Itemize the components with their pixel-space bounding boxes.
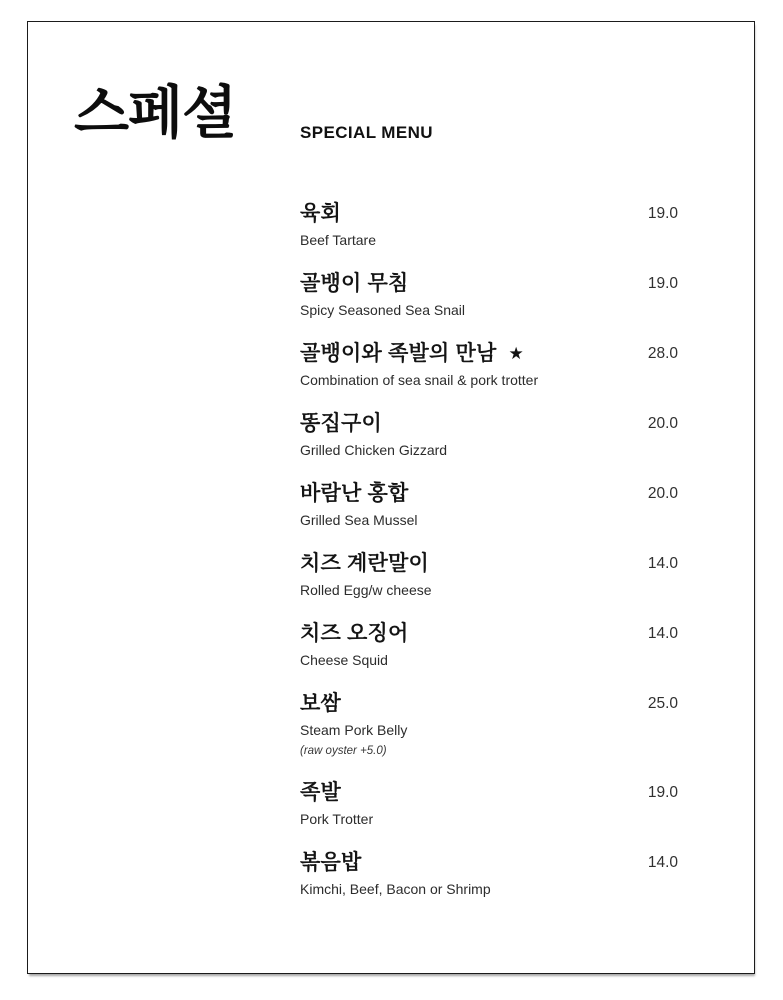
menu-item-desc: Rolled Egg/w cheese — [300, 582, 432, 598]
menu-item-row — [300, 201, 678, 227]
menu-item-desc: Beef Tartare — [300, 232, 377, 248]
menu-item-name — [300, 780, 341, 806]
menu-item-price: 28.0 — [647, 345, 678, 362]
menu-item-name-text: 똥집구이 — [300, 412, 382, 435]
menu-item-price: 25.0 — [647, 695, 678, 712]
menu-item-name — [300, 551, 429, 577]
menu-item — [300, 411, 678, 460]
menu-item — [300, 271, 678, 320]
menu-item-desc: Grilled Chicken Gizzard — [300, 442, 448, 458]
menu-item-price: 20.0 — [647, 415, 678, 432]
menu-content — [300, 122, 678, 920]
menu-item-desc: Pork Trotter — [300, 811, 374, 827]
menu-item-price: 20.0 — [647, 485, 678, 502]
menu-item-row — [300, 341, 678, 367]
menu-item-price: 19.0 — [647, 784, 678, 801]
menu-item-row — [300, 780, 678, 806]
menu-item-name — [300, 481, 408, 507]
menu-item-name-text: 치즈 오징어 — [300, 622, 409, 645]
menu-item-row — [300, 621, 678, 647]
menu-item-price: 19.0 — [647, 275, 678, 292]
menu-item — [300, 341, 678, 390]
menu-item-row — [300, 271, 678, 297]
menu-item-name-text: 족발 — [300, 781, 341, 804]
menu-item-price: 14.0 — [647, 854, 678, 871]
menu-item-desc: Spicy Seasoned Sea Snail — [300, 302, 465, 318]
menu-item-name — [300, 341, 524, 367]
menu-item-name-text: 육회 — [300, 202, 341, 225]
menu-item-price: 14.0 — [647, 555, 678, 572]
menu-item-name-text: 치즈 계란말이 — [300, 552, 429, 575]
menu-item-name — [300, 621, 408, 647]
menu-item — [300, 201, 678, 250]
menu-item-name-text: 바람난 홍합 — [300, 482, 409, 505]
menu-item — [300, 780, 678, 829]
menu-item-price: 14.0 — [647, 625, 678, 642]
menu-item-row — [300, 551, 678, 577]
menu-item — [300, 850, 678, 899]
menu-item-name — [300, 411, 382, 437]
menu-item — [300, 481, 678, 530]
section-heading: SPECIAL MENU — [300, 123, 433, 142]
menu-item-desc: Cheese Squid — [300, 652, 388, 668]
menu-item-name — [300, 271, 408, 297]
menu-item-row — [300, 850, 678, 876]
menu-item-desc: Kimchi, Beef, Bacon or Shrimp — [300, 881, 491, 897]
menu-item-desc: Grilled Sea Mussel — [300, 512, 418, 528]
menu-item-price: 19.0 — [647, 205, 678, 222]
menu-item-name-text: 골뱅이 무침 — [300, 272, 409, 295]
menu-item-name — [300, 201, 341, 227]
menu-item-row — [300, 481, 678, 507]
menu-item-name-text: 골뱅이와 족발의 만남 — [300, 342, 497, 365]
menu-item-note: (raw oyster +5.0) — [300, 745, 387, 757]
menu-item-name — [300, 850, 361, 876]
star-icon: ★ — [508, 344, 524, 363]
menu-item-name — [300, 691, 341, 717]
menu-item — [300, 621, 678, 670]
menu-item-desc: Combination of sea snail & pork trotter — [300, 372, 539, 388]
menu-item-name-text: 보쌈 — [300, 692, 341, 715]
menu-item — [300, 551, 678, 600]
page-title-korean: 스페셜 — [74, 81, 237, 145]
menu-items — [300, 201, 678, 899]
menu-item — [300, 691, 678, 759]
menu-item-row — [300, 411, 678, 437]
menu-item-row — [300, 691, 678, 717]
menu-item-desc: Steam Pork Belly — [300, 722, 408, 738]
menu-item-name-text: 볶음밥 — [300, 851, 362, 874]
